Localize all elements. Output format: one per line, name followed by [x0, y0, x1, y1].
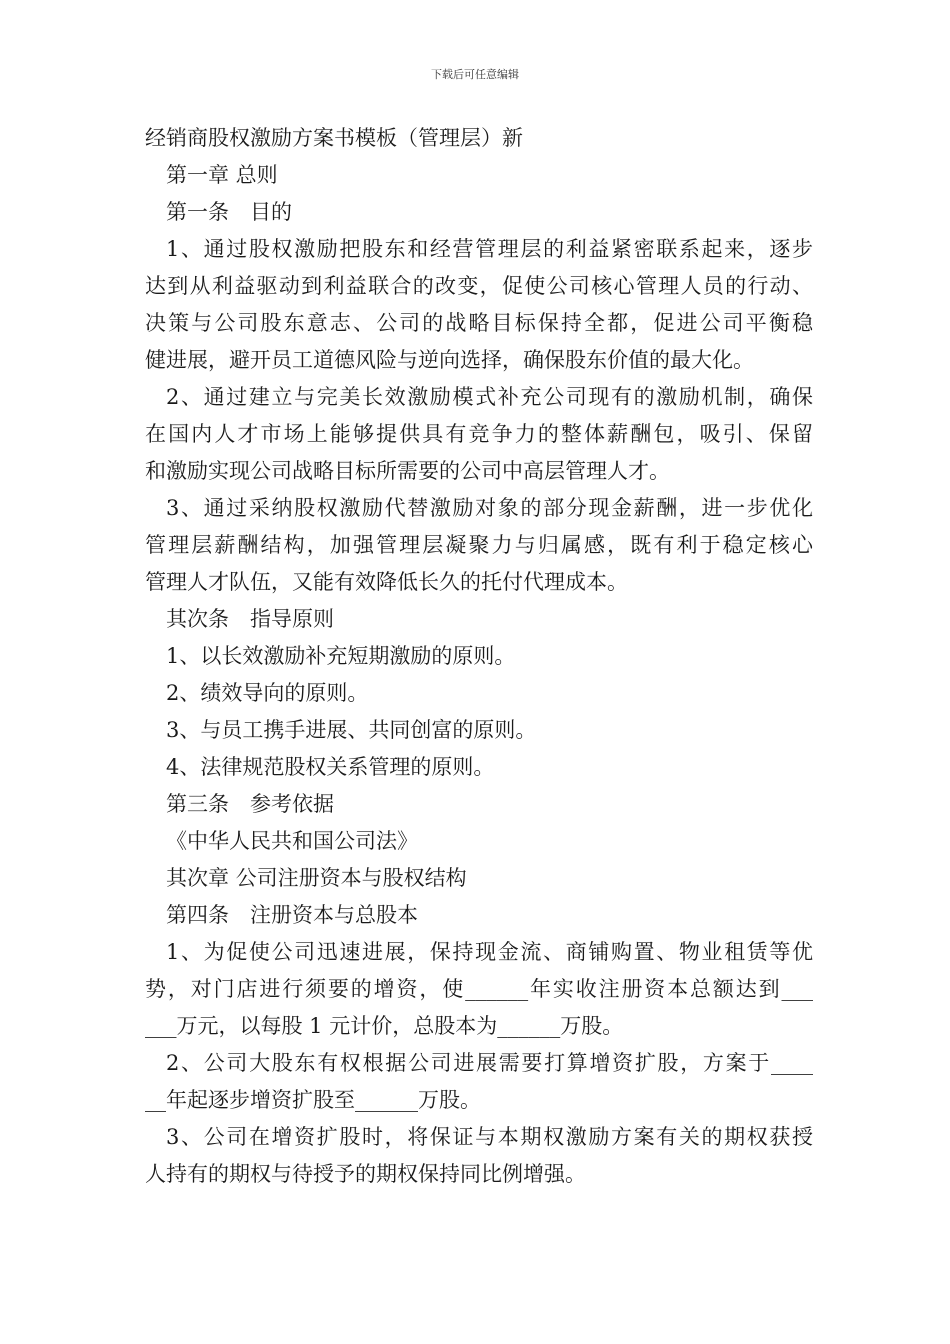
text-line: 2、通过建立与完美长效激励模式补充公司现有的激励机制，确保	[166, 385, 813, 409]
text-line: 1、以长效激励补充短期激励的原则。	[166, 644, 516, 668]
text-line: 其次条 指导原则	[166, 607, 334, 631]
text-line: 3、与员工携手进展、共同创富的原则。	[166, 718, 537, 742]
text-line: 势，对门店进行须要的增资，使______年实收注册资本总额达到___	[145, 977, 813, 1001]
text-line: 和激励实现公司战略目标所需要的公司中高层管理人才。	[145, 459, 670, 483]
text-line: 第四条 注册资本与总股本	[166, 903, 418, 927]
document-body	[145, 120, 813, 1193]
text-line: 1、通过股权激励把股东和经营管理层的利益紧密联系起来，逐步	[166, 237, 813, 261]
text-line: 第三条 参考依据	[166, 792, 334, 816]
text-line: 《中华人民共和国公司法》	[166, 829, 418, 853]
text-line: 第一章 总则	[166, 163, 278, 187]
text-line: 在国内人才市场上能够提供具有竞争力的整体薪酬包，吸引、保留	[145, 422, 813, 446]
text-line: 经销商股权激励方案书模板（管理层）新	[145, 126, 523, 150]
text-line: 2、公司大股东有权根据公司进展需要打算增资扩股，方案于____	[166, 1051, 813, 1075]
header-note: 下载后可任意编辑	[431, 68, 519, 81]
text-line: 其次章 公司注册资本与股权结构	[166, 866, 467, 890]
text-line: 达到从利益驱动到利益联合的改变，促使公司核心管理人员的行动、	[145, 274, 813, 298]
text-line: 3、通过采纳股权激励代替激励对象的部分现金薪酬，进一步优化	[166, 496, 813, 520]
text-line: __年起逐步增资扩股至______万股。	[145, 1088, 481, 1112]
text-line: 管理层薪酬结构，加强管理层凝聚力与归属感，既有利于稳定核心	[145, 533, 813, 557]
text-line: 2、绩效导向的原则。	[166, 681, 369, 705]
text-line: 人持有的期权与待授予的期权保持同比例增强。	[145, 1162, 586, 1186]
text-line: 管理人才队伍，又能有效降低长久的托付代理成本。	[145, 570, 628, 594]
text-line: 1、为促使公司迅速进展，保持现金流、商铺购置、物业租赁等优	[166, 940, 813, 964]
text-line: 决策与公司股东意志、公司的战略目标保持全都，促进公司平衡稳	[145, 311, 813, 335]
text-line: 4、法律规范股权关系管理的原则。	[166, 755, 495, 779]
text-line: 3、公司在增资扩股时，将保证与本期权激励方案有关的期权获授	[166, 1125, 813, 1149]
text-line: ___万元，以每股 1 元计价，总股本为______万股。	[145, 1014, 624, 1038]
text-line: 第一条 目的	[166, 200, 292, 224]
text-line: 健进展，避开员工道德风险与逆向选择，确保股东价值的最大化。	[145, 348, 754, 372]
